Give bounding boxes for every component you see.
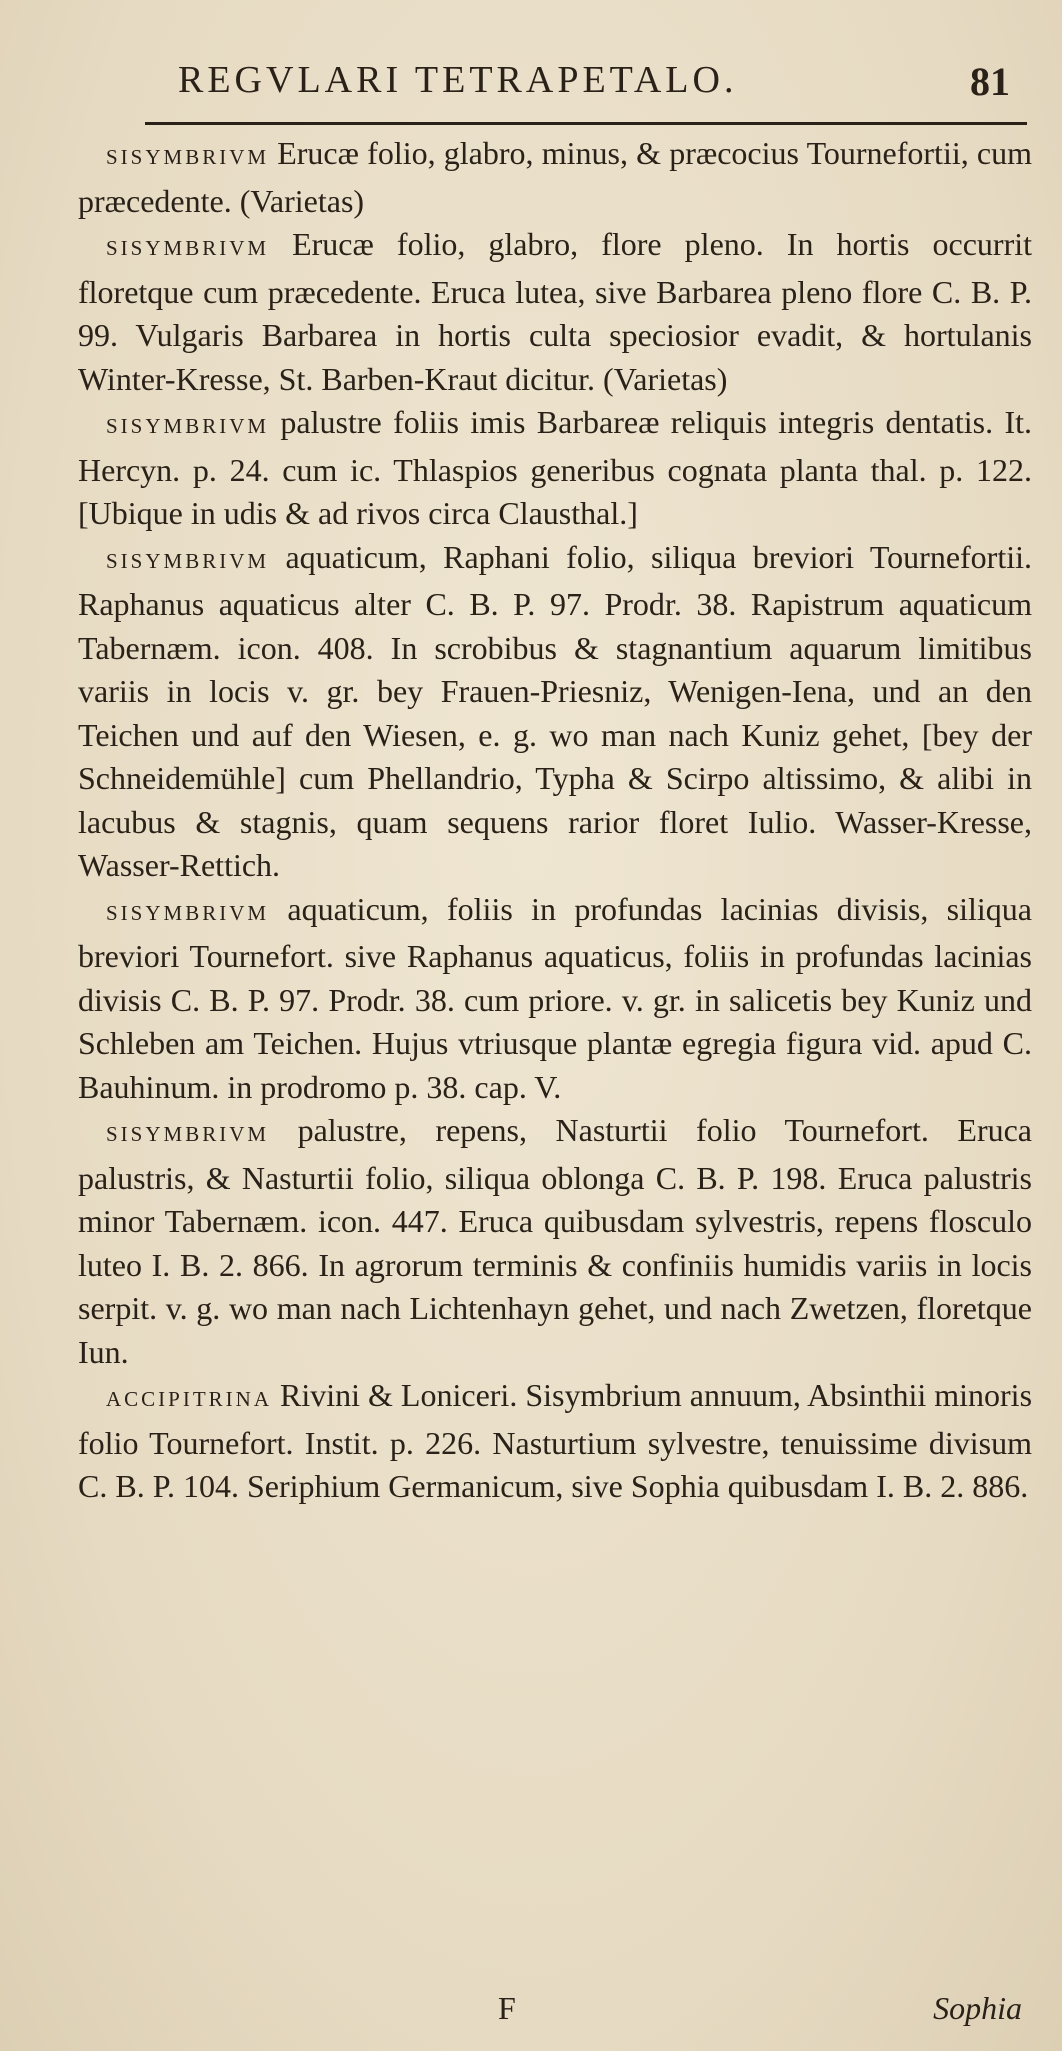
entry-head: SISYMBRIVM	[106, 1122, 270, 1146]
entry-head: SISYMBRIVM	[106, 145, 270, 169]
body-text	[78, 132, 1032, 1509]
entry-text: aquaticum, foliis in profundas lacinias divisis, siliqua breviori Tournefort. sive Raphanus aquaticus, foliis in profundas lacinias divisis C. B. P. 97. Prodr. 38. cum priore. v. gr. in salicetis bey Kuniz und Schleben am Teichen. Hujus vtriusque plantæ egregia figura vid. apud C. Bauhinum. in prodromo p. 38. cap. V.	[78, 890, 1032, 1105]
catchword: Sophia	[933, 1990, 1022, 2026]
entry-text: Erucæ folio, glabro, minus, & præcocius Tournefortii, cum præcedente. (Varietas)	[78, 135, 1032, 219]
entry-text: Erucæ folio, glabro, flore pleno. In hortis occurrit floretque cum præcedente. Eruca lutea, sive Barbarea pleno flore C. B. P. 99. Vulgaris Barbarea in hortis culta speciosior evadit, & hortulanis Winter-Kresse, St. Barben-Kraut dicitur. (Varietas)	[78, 226, 1032, 397]
entry-head: SISYMBRIVM	[106, 900, 270, 925]
running-title: REGVLARI TETRAPETALO.	[178, 59, 738, 101]
entry	[78, 1374, 1032, 1509]
entry-text: aquaticum, Raphani folio, siliqua breviori Tournefortii. Raphanus aquaticus alter C. B. P. 97. Prodr. 38. Rapistrum aquaticum Tabernæm. icon. 408. In scrobibus & stagnantium aquarum limitibus variis in locis v. gr. bey Frauen-Priesniz, Wenigen-Iena, und an den Teichen und auf den Wiesen, e. g. wo man nach Kuniz gehet, [bey der Schneidemühle] cum Phellandrio, Typha & Scirpo altissimo, & alibi in lacubus & stagnis, quam sequens rarior floret Iulio. Wasser-Kresse, Wasser-Rettich.	[78, 538, 1032, 883]
entry	[78, 401, 1032, 536]
entry	[78, 888, 1032, 1110]
entry-head: SISYMBRIVM	[106, 236, 270, 260]
signature-mark: F	[498, 1990, 516, 2026]
header-rule	[145, 122, 1027, 125]
page-footer	[78, 1990, 1032, 2035]
page-header	[160, 58, 1040, 108]
entry-head: SISYMBRIVM	[106, 548, 270, 573]
entry-text: palustre, repens, Nasturtii folio Tournefort. Eruca palustris, & Nasturtii folio, siliqua oblonga C. B. P. 198. Eruca palustris minor Tabernæm. icon. 447. Eruca quibusdam sylvestris, repens flosculo luteo I. B. 2. 866. In agrorum terminis & confiniis humidis variis in locis serpit. v. g. wo man nach Lichtenhayn gehet, und nach Zwetzen, floretque Iun.	[78, 1112, 1032, 1370]
entry	[78, 536, 1032, 888]
entry	[78, 1109, 1032, 1374]
page-number: 81	[970, 59, 1010, 104]
entry-head: ACCIPITRINA	[106, 1387, 273, 1411]
entry-text: palustre foliis imis Barbareæ reliquis integris dentatis. It. Hercyn. p. 24. cum ic. Thlaspios generibus cognata planta thal. p. 122. [Ubique in udis & ad rivos circa Clausthal.]	[78, 404, 1032, 531]
entry-head: SISYMBRIVM	[106, 414, 270, 438]
entry	[78, 132, 1032, 223]
entry-text: Rivini & Loniceri. Sisymbrium annuum, Absinthii minoris folio Tournefort. Instit. p. 226. Nasturtium sylvestre, tenuissime divisum C. B. P. 104. Seriphium Germanicum, sive Sophia quibusdam I. B. 2. 886.	[78, 1377, 1033, 1504]
entry	[78, 223, 1032, 401]
